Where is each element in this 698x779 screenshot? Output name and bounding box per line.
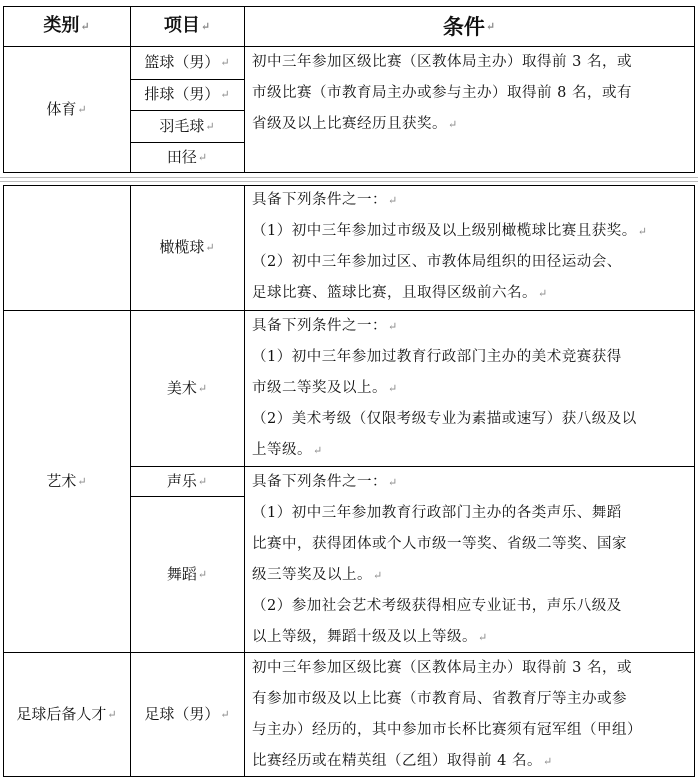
table-gap-line-2 [0,181,698,182]
table1-right-border [694,6,695,173]
item-track-field: 田径 ↵ [166,147,208,166]
category-sports: 体育 ↵ [46,99,87,118]
category-arts: 艺术 ↵ [46,471,87,490]
category-football-reserve: 足球后备人才 ↵ [16,704,117,723]
table1-bottom-border [3,172,695,173]
fine-art-condition: 具备下列条件之一：↵ （1）初中三年参加过教育行政部门主办的美术竞赛获得 市级二等奖及以上。↵ （2）美术考级（仅限考级专业为素描或速写）获八级及以 上等级。↵ [252,318,637,458]
item-volleyball: 排球（男） ↵ [144,85,230,103]
header-condition: 条件 ↵ [442,13,496,39]
item-rugby: 橄榄球 ↵ [159,238,215,256]
rugby-condition: 具备下列条件之一：↵ （1）初中三年参加过市级及以上级别橄榄球比赛且获奖。↵ （2）初中三年参加过区、市教体局组织的田径运动会、 足球比赛、篮球比赛，且取得区级前六名。↵ [252,192,648,301]
football-condition: 初中三年参加区级比赛（区教体局主办）取得前 3 名，或 有参加市级及以上比赛（市教育局、省教育厅等主办或参 与主办）经历的，其中参加市长杯比赛须有冠军组（甲组） 比赛经历或在精英组（乙组）取得前 4 名。↵ [252,660,642,769]
item-vocal: 声乐 ↵ [166,471,208,490]
table2-col-divider-2 [244,185,245,777]
table-gap-line-1 [0,177,698,178]
item-football: 足球（男） ↵ [144,704,230,723]
item-fine-art: 美术 ↵ [166,378,208,397]
table2-right-border [694,185,695,777]
item-badminton: 羽毛球 ↵ [159,116,215,135]
item-dance: 舞蹈 ↵ [166,564,208,583]
header-item: 项目 ↵ [163,15,211,36]
item-basketball: 篮球（男） ↵ [144,53,230,71]
vocal-dance-condition: 具备下列条件之一：↵ （1）初中三年参加教育行政部门主办的各类声乐、舞蹈 比赛中，获得团体或个人市级一等奖、省级二等奖、国家 级三等奖及以上。↵ （2）参加社会艺术考级获得相应专业证书，声乐八级及 以上等级，舞蹈十级及以上等级。↵ [252,474,627,645]
sports-condition: 初中三年参加区级比赛（区教体局主办）取得前 3 名，或 市级比赛（市教育局主办或参与主办）取得前 8 名，或有 省级及以上比赛经历且获奖。↵ [252,54,632,132]
header-category: 类别 ↵ [43,15,90,36]
